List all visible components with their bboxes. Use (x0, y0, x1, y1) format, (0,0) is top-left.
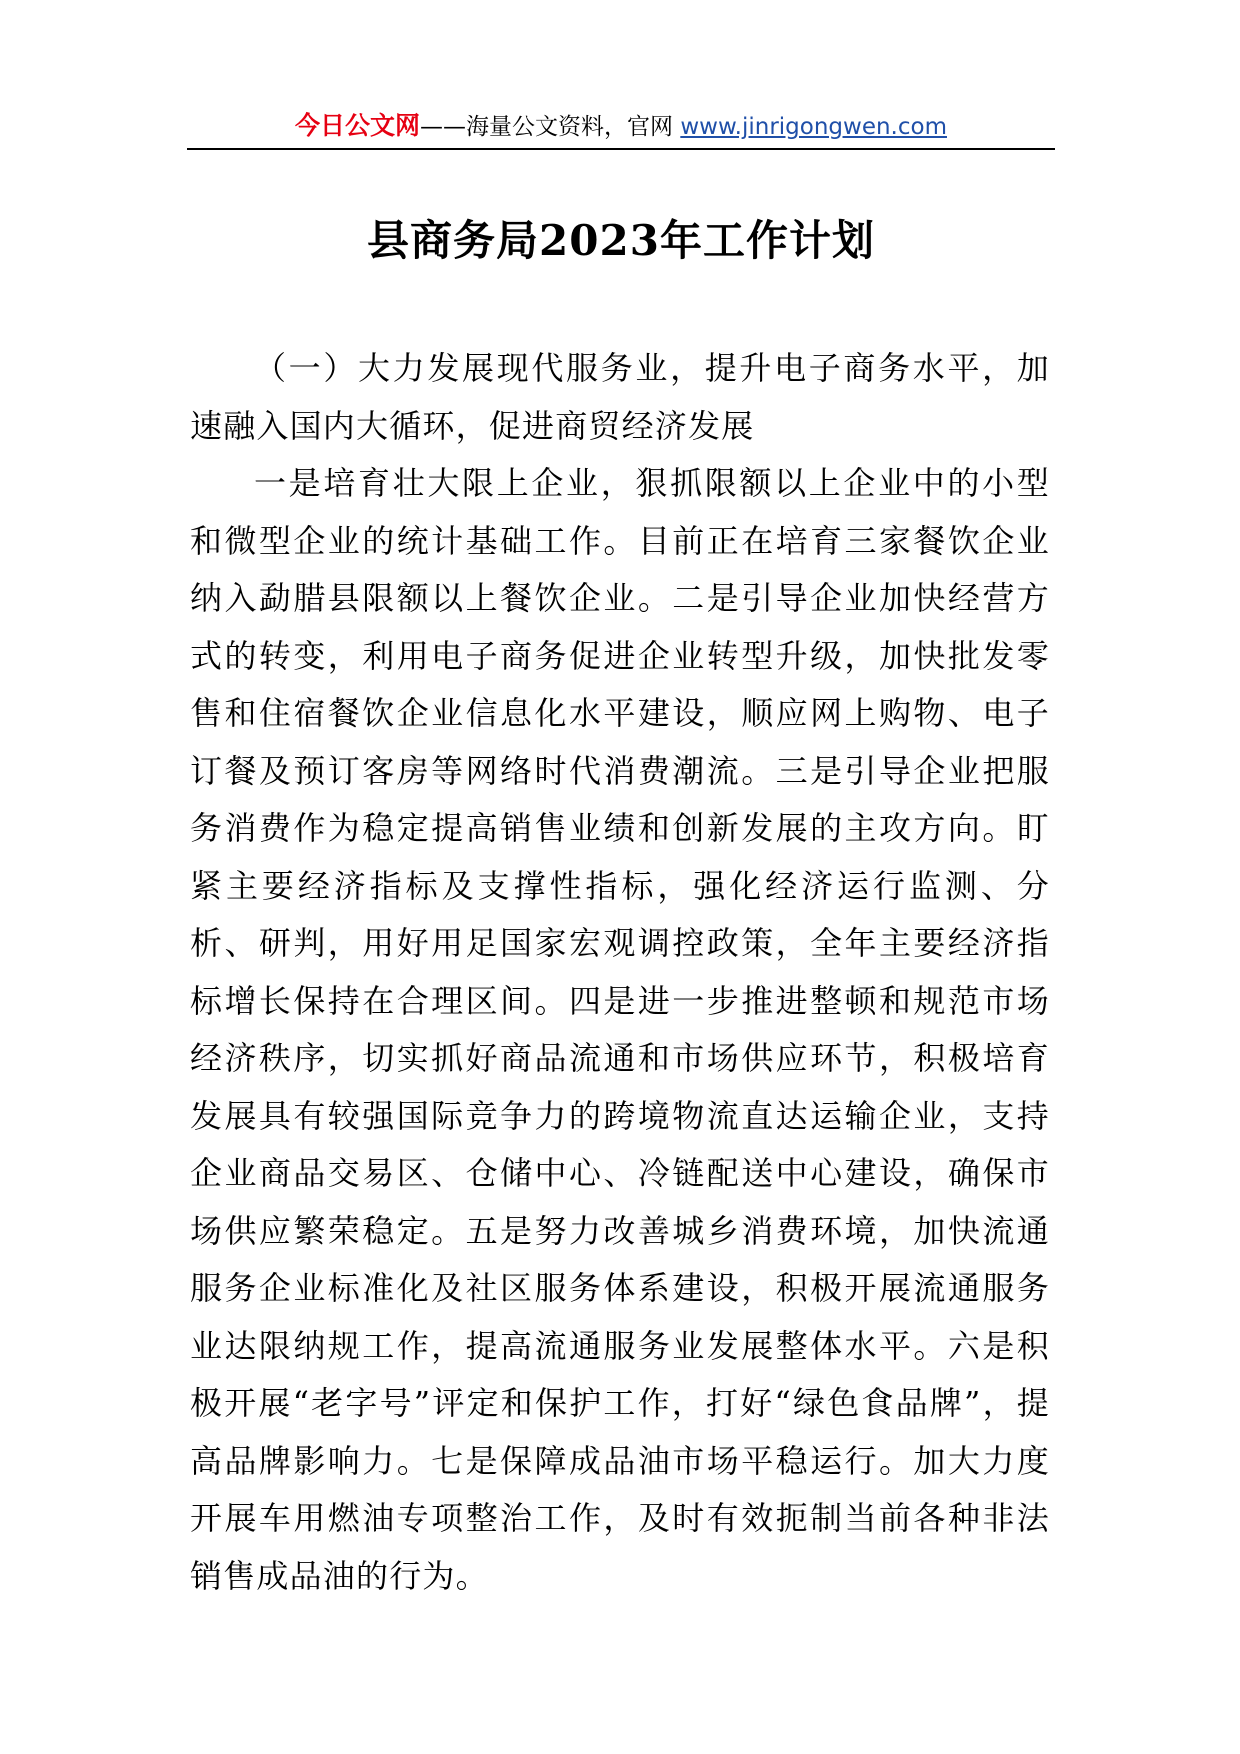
header-divider (187, 148, 1055, 150)
document-body (190, 340, 1050, 1605)
header-separator: —— (420, 114, 467, 140)
document-title: 县商务局2023年工作计划 (367, 216, 875, 265)
site-url-link[interactable]: www.jinrigongwen.com (680, 114, 947, 140)
section-heading: （一）大力发展现代服务业，提升电子商务水平，加速融入国内大循环，促进商贸经济发展 (190, 349, 1050, 445)
brand-name: 今日公文网 (295, 111, 421, 140)
page-header (187, 106, 1055, 146)
site-description: 海量公文资料，官网 (466, 114, 681, 140)
body-paragraph: 一是培育壮大限上企业，狠抓限额以上企业中的小型和微型企业的统计基础工作。目前正在培育三家餐饮企业纳入勐腊县限额以上餐饮企业。二是引导企业加快经营方式的转变，利用电子商务促进企业转型升级，加快批发零售和住宿餐饮企业信息化水平建设，顺应网上购物、电子订餐及预订客房等网络时代消费潮流。三是引导企业把服务消费作为稳定提高销售业绩和创新发展的主攻方向。盯紧主要经济指标及支撑性指标，强化经济运行监测、分析、研判，用好用足国家宏观调控政策，全年主要经济指标增长保持在合理区间。四是进一步推进整顿和规范市场经济秩序，切实抓好商品流通和市场供应环节，积极培育发展具有较强国际竞争力的跨境物流直达运输企业，支持企业商品交易区、仓储中心、冷链配送中心建设，确保市场供应繁荣稳定。五是努力改善城乡消费环境，加快流通服务企业标准化及社区服务体系建设，积极开展流通服务业达限纳规工作，提高流通服务业发展整体水平。六是积极开展“老字号”评定和保护工作，打好“绿色食品牌”，提高品牌影响力。七是保障成品油市场平稳运行。加大力度开展车用燃油专项整治工作，及时有效扼制当前各种非法销售成品油的行为。 (190, 464, 1050, 1595)
